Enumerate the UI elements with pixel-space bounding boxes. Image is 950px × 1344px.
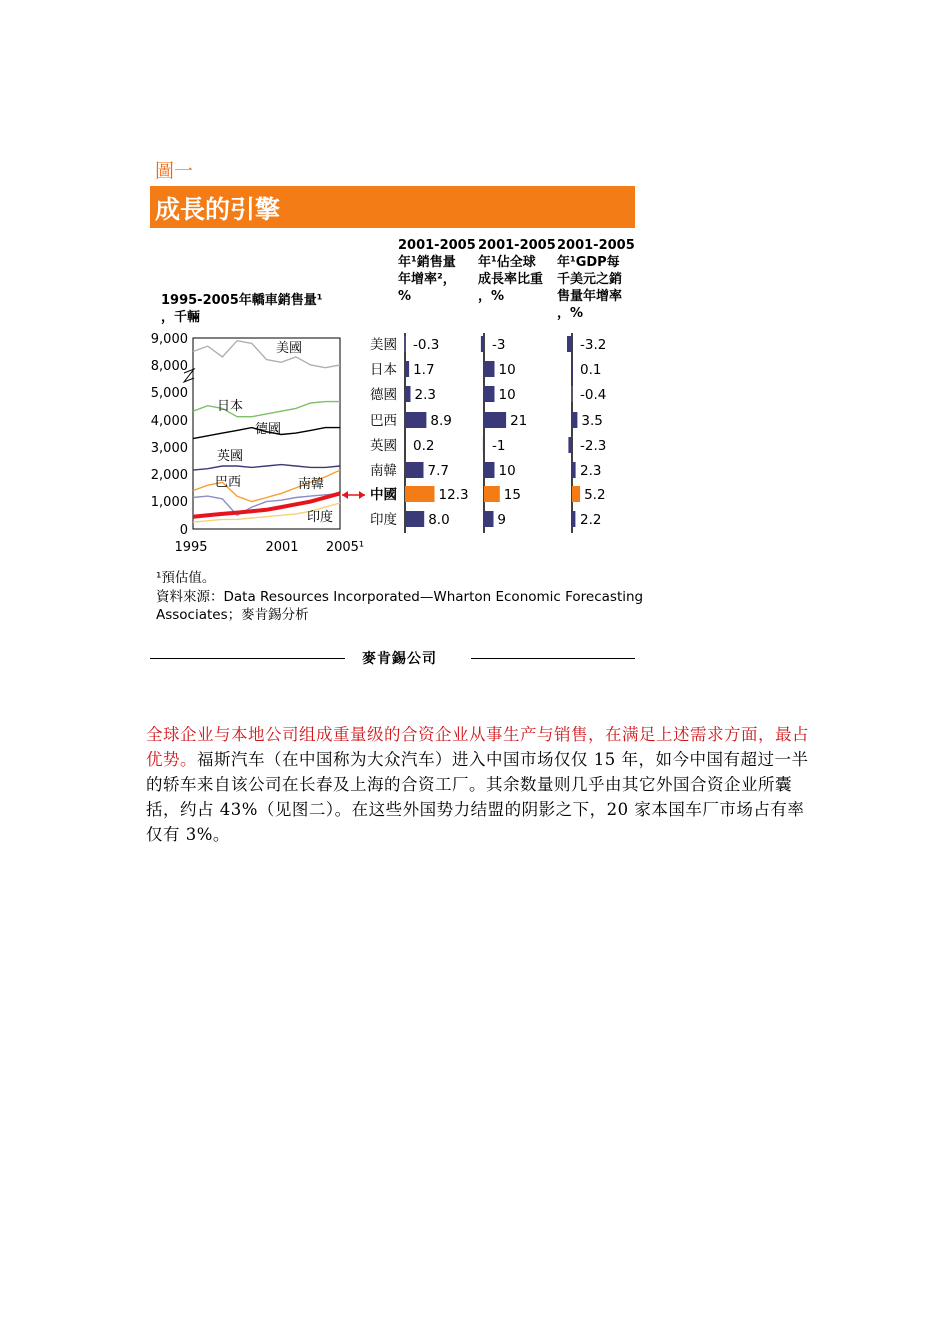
bar-label-2-中國: 15 (503, 487, 521, 503)
series-label-日本: 日本 (216, 399, 244, 414)
source-line-1: 資料來源：Data Resources Incorporated—Wharton Economic Forecasting (156, 589, 644, 605)
country-label-南韓: 南韓 (370, 463, 397, 479)
bar-label-2-日本: 10 (498, 362, 516, 378)
divider-right (471, 658, 635, 659)
bar-label-2-美國: -3 (492, 337, 506, 353)
x-tick-label: 2005¹ (325, 540, 365, 555)
bar-3-日本 (572, 361, 573, 377)
chart-title: 成長的引擎 (155, 195, 281, 224)
bar-3-英國 (568, 437, 572, 453)
y-tick-label: 8,000 (150, 359, 188, 374)
bar-2-日本 (484, 361, 495, 377)
bar-label-3-英國: -2.3 (580, 438, 607, 454)
bar-2-美國 (481, 336, 484, 352)
bar-label-1-英國: 0.2 (413, 438, 435, 454)
bar-label-3-中國: 5.2 (584, 487, 606, 503)
series-label-巴西: 巴西 (214, 475, 242, 490)
bar-3-印度 (572, 511, 575, 527)
x-tick-label: 1995 (174, 540, 208, 555)
bar-1-印度 (405, 511, 424, 527)
country-label-美國: 美國 (370, 337, 397, 353)
bar-3-巴西 (572, 412, 577, 428)
bar-label-2-德國: 10 (498, 387, 516, 403)
series-label-英國: 英國 (216, 449, 244, 464)
bar-1-中國 (405, 486, 435, 502)
highlight-arrow-right (359, 491, 365, 499)
line-chart-unit: ，千輛 (161, 310, 201, 325)
y-tick-label: 2,000 (150, 468, 188, 483)
bar-label-1-日本: 1.7 (413, 362, 435, 378)
bar-label-1-南韓: 7.7 (427, 463, 449, 479)
bar-3-南韓 (572, 462, 576, 478)
bar-3-中國 (572, 486, 580, 502)
series-label-美國: 美國 (275, 341, 303, 356)
paragraph-highlight: 全球企业与本地公司组成重量级的合资企业从事生产与销售，在满足上述需求方面，最占优势。 (146, 725, 809, 769)
bar-label-3-德國: -0.4 (580, 387, 607, 403)
bar-label-3-印度: 2.2 (580, 512, 602, 528)
bar-1-德國 (405, 386, 411, 402)
bar-1-美國 (404, 336, 405, 352)
bar-1-巴西 (405, 412, 426, 428)
y-tick-label: 4,000 (150, 414, 188, 429)
bar-label-2-英國: -1 (492, 438, 506, 454)
highlight-arrow-left (342, 491, 348, 499)
company-name: 麥肯錫公司 (362, 651, 437, 667)
figure-label: 圖一 (155, 160, 194, 182)
country-label-中國: 中國 (370, 487, 397, 503)
bar-1-南韓 (405, 462, 424, 478)
y-tick-label: 9,000 (150, 332, 188, 347)
y-tick-label: 3,000 (150, 441, 188, 456)
divider-left (150, 658, 345, 659)
bar-label-3-日本: 0.1 (580, 362, 602, 378)
bar-label-3-美國: -3.2 (580, 337, 607, 353)
y-tick-label: 1,000 (150, 495, 188, 510)
bar-label-1-印度: 8.0 (428, 512, 450, 528)
country-label-日本: 日本 (370, 362, 397, 378)
bar-col-2-title: 2001-2005 年¹佔全球 成長率比重 ，% (478, 238, 556, 304)
y-tick-label: 5,000 (150, 386, 188, 401)
footnote: ¹預估值。 (156, 570, 216, 586)
bar-label-1-巴西: 8.9 (430, 413, 452, 429)
bar-label-3-巴西: 3.5 (581, 413, 603, 429)
y-tick-label: 0 (179, 523, 188, 538)
series-label-印度: 印度 (306, 510, 334, 525)
bar-2-南韓 (484, 462, 495, 478)
bar-3-德國 (571, 386, 572, 402)
bar-col-3-title: 2001-2005 年¹GDP每 千美元之銷 售量年增率 ，% (557, 238, 635, 321)
country-label-印度: 印度 (370, 512, 397, 528)
bar-2-印度 (484, 511, 494, 527)
bar-label-2-南韓: 10 (498, 463, 516, 479)
body-paragraph (146, 722, 814, 847)
bar-label-1-中國: 12.3 (438, 487, 469, 503)
bar-label-1-德國: 2.3 (414, 387, 436, 403)
series-label-南韓: 南韓 (297, 477, 325, 492)
bar-label-1-美國: -0.3 (413, 337, 440, 353)
series-label-德國: 德國 (254, 422, 282, 437)
country-label-巴西: 巴西 (370, 413, 397, 429)
bar-label-3-南韓: 2.3 (580, 463, 602, 479)
bar-1-英國 (405, 437, 406, 453)
bar-2-中國 (484, 486, 500, 502)
bar-1-日本 (405, 361, 409, 377)
x-tick-label: 2001 (265, 540, 299, 555)
bar-2-英國 (483, 437, 484, 453)
bar-2-德國 (484, 386, 495, 402)
bar-label-2-巴西: 21 (510, 413, 528, 429)
source-line-2: Associates；麥肯錫分析 (156, 607, 309, 623)
bar-3-美國 (567, 336, 572, 352)
bar-2-巴西 (484, 412, 506, 428)
country-label-英國: 英國 (370, 438, 397, 454)
line-chart-title: 1995-2005年轎車銷售量¹ (161, 293, 323, 308)
country-label-德國: 德國 (370, 387, 397, 403)
bar-label-2-印度: 9 (497, 512, 506, 528)
paragraph-text: 福斯汽车（在中国称为大众汽车）进入中国市场仅仅 15 年，如今中国有超过一半的轿车来自该公司在长春及上海的合资工厂。其余数量则几乎由其它外国合资企业所囊括，约占 43%（见图二）。在这些外国势力结盟的阴影之下，20 家本国车厂市场占有率仅有 3%。 (146, 750, 809, 844)
bar-col-1-title: 2001-2005 年¹銷售量 年增率²， % (398, 238, 476, 304)
